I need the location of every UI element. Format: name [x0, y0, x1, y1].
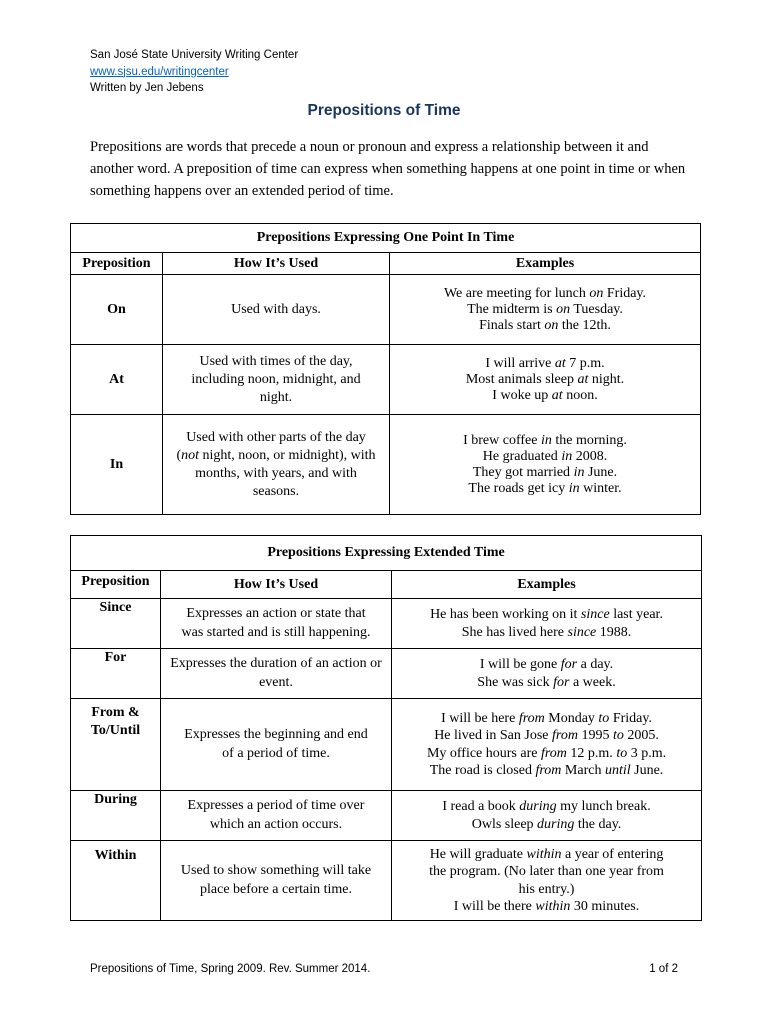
- text-segment: 7 p.m.: [565, 355, 605, 371]
- table-row-from-to-until: [71, 699, 702, 791]
- cell-line: [393, 727, 700, 745]
- author-line: Written by Jen Jebens: [90, 82, 204, 94]
- column-header-usage: How It’s Used: [163, 253, 390, 275]
- cell-line: [391, 302, 699, 318]
- cell-line: Expresses the duration of an action or: [170, 656, 382, 671]
- italic-preposition: to: [612, 728, 624, 743]
- examples-cell: [390, 345, 701, 415]
- preposition-cell: [71, 841, 161, 921]
- examples-cell: [392, 699, 702, 791]
- text-segment: a day.: [577, 657, 614, 672]
- italic-preposition: for: [553, 674, 570, 690]
- cell-line: [393, 798, 700, 816]
- italic-preposition: within: [526, 846, 562, 862]
- cell-line: seasons.: [252, 483, 300, 499]
- preposition-cell: [71, 599, 161, 649]
- italic-preposition: from: [535, 763, 562, 778]
- cell-line: [391, 449, 699, 465]
- cell-line: [391, 372, 699, 388]
- italic-preposition: on: [556, 301, 571, 317]
- text-segment: He will graduate: [429, 846, 527, 862]
- cell-line: [393, 816, 700, 834]
- cell-line: the program. (No later than one year from: [429, 864, 664, 879]
- examples-cell: [392, 841, 702, 921]
- cell-line: During: [94, 792, 137, 807]
- cell-line: On: [107, 301, 126, 317]
- cell-line: Used with times of the day,: [199, 353, 353, 369]
- column-header-usage: How It’s Used: [161, 571, 392, 599]
- text-segment: 30 minutes.: [570, 899, 640, 914]
- preposition-cell: [71, 699, 161, 791]
- cell-line: To/Until: [90, 723, 141, 738]
- text-segment: night, noon, or midnight), with: [199, 447, 376, 463]
- italic-preposition: in: [568, 480, 580, 496]
- cell-line: [391, 356, 699, 372]
- text-segment: I brew coffee: [463, 432, 541, 448]
- table-row-within: [71, 841, 702, 921]
- cell-line: was started and is still happening.: [181, 624, 371, 640]
- text-segment: June.: [584, 464, 618, 480]
- cell-line: [393, 606, 700, 624]
- table-caption: Prepositions Expressing One Point In Time: [71, 224, 701, 253]
- italic-preposition: since: [580, 607, 610, 622]
- page-number: 1 of 2: [649, 963, 678, 975]
- text-segment: the morning.: [551, 432, 627, 448]
- italic-preposition: at: [554, 355, 566, 371]
- cell-line: [391, 481, 699, 497]
- text-segment: They got married: [472, 464, 574, 480]
- text-segment: I will be there: [453, 899, 536, 914]
- usage-cell: [161, 841, 392, 921]
- italic-preposition: for: [560, 657, 578, 672]
- cell-line: [391, 318, 699, 334]
- italic-preposition: during: [537, 816, 575, 832]
- text-segment: June.: [630, 763, 664, 778]
- cell-line: [391, 286, 699, 302]
- cell-line: [393, 898, 700, 916]
- extended-time-table: [70, 535, 702, 921]
- cell-line: his entry.): [518, 881, 575, 897]
- writing-center-link[interactable]: www.sjsu.edu/writingcenter: [90, 65, 229, 78]
- text-segment: I read a book: [442, 799, 520, 814]
- table-caption-row: [71, 536, 702, 571]
- text-segment: last year.: [609, 607, 663, 622]
- italic-preposition: during: [519, 799, 557, 814]
- text-segment: my lunch break.: [556, 799, 651, 814]
- cell-line: Since: [99, 600, 132, 615]
- page-title: Prepositions of Time: [307, 102, 461, 119]
- usage-cell: [161, 599, 392, 649]
- text-segment: My office hours are: [426, 745, 541, 761]
- preposition-cell: [71, 415, 163, 515]
- intro-paragraph: Prepositions are words that precede a noun or pronoun and express a relationship between it and another word. A preposition of time can express when something happens at one point in time or when something happens over an extended period of time.: [90, 139, 686, 199]
- organization-name: San José State University Writing Center: [90, 49, 299, 61]
- text-segment: the day.: [574, 816, 622, 832]
- text-segment: The roads get icy: [468, 480, 569, 496]
- one-point-in-time-table: [70, 223, 701, 515]
- cell-line: Expresses a period of time over: [187, 798, 365, 813]
- preposition-cell: [71, 345, 163, 415]
- text-segment: (: [176, 447, 182, 463]
- text-segment: I will be here: [441, 710, 519, 726]
- text-segment: She was sick: [477, 674, 554, 690]
- text-segment: 2008.: [572, 448, 608, 464]
- cell-line: of a period of time.: [222, 745, 330, 761]
- text-segment: Friday.: [603, 285, 647, 301]
- cell-line: which an action occurs.: [209, 816, 343, 832]
- cell-line: Within: [94, 848, 137, 863]
- examples-cell: [390, 275, 701, 345]
- text-segment: I will arrive: [485, 355, 555, 371]
- cell-line: Expresses an action or state that: [186, 606, 366, 621]
- text-segment: winter.: [579, 480, 622, 496]
- text-segment: a week.: [569, 674, 616, 690]
- italic-preposition: at: [551, 387, 563, 403]
- italic-preposition: on: [589, 285, 604, 301]
- text-segment: The midterm is: [467, 301, 557, 317]
- examples-cell: [392, 791, 702, 841]
- cell-line: [393, 656, 700, 674]
- italic-preposition: in: [573, 464, 585, 480]
- usage-cell: [163, 275, 390, 345]
- text-segment: Tuesday.: [570, 301, 623, 317]
- preposition-cell: [71, 791, 161, 841]
- text-segment: a year of entering: [561, 846, 664, 862]
- cell-line: [393, 745, 700, 763]
- italic-preposition: from: [540, 745, 567, 761]
- footer-citation: Prepositions of Time, Spring 2009. Rev. Summer 2014.: [90, 963, 371, 975]
- italic-preposition: not: [181, 447, 199, 463]
- text-segment: 1988.: [596, 624, 632, 640]
- examples-cell: [390, 415, 701, 515]
- text-segment: noon.: [562, 387, 598, 403]
- preposition-cell: [71, 275, 163, 345]
- cell-line: [393, 846, 700, 864]
- text-segment: 1995: [577, 728, 613, 743]
- cell-line: [164, 447, 388, 465]
- cell-line: [391, 388, 699, 404]
- italic-preposition: since: [567, 624, 597, 640]
- cell-line: [393, 624, 700, 642]
- text-segment: He graduated: [482, 448, 562, 464]
- text-segment: He lived in San Jose: [434, 728, 553, 743]
- italic-preposition: in: [540, 432, 552, 448]
- cell-line: Used with days.: [231, 301, 321, 317]
- usage-cell: [161, 699, 392, 791]
- cell-line: In: [109, 456, 124, 472]
- table-row-at: [71, 345, 701, 415]
- cell-line: place before a certain time.: [200, 881, 352, 897]
- cell-line: Used to show something will take: [180, 863, 372, 878]
- text-segment: night.: [588, 371, 625, 387]
- text-segment: Most animals sleep: [465, 371, 578, 387]
- text-segment: She has lived here: [461, 624, 568, 640]
- cell-line: At: [109, 371, 124, 387]
- cell-line: night.: [259, 389, 293, 405]
- column-header-examples: Examples: [392, 571, 702, 599]
- cell-line: From &: [91, 705, 140, 720]
- examples-cell: [392, 649, 702, 699]
- table-row-on: [71, 275, 701, 345]
- text-segment: March: [561, 763, 605, 778]
- cell-line: [393, 762, 700, 780]
- table-header-row: [71, 571, 702, 599]
- cell-line: [391, 465, 699, 481]
- text-segment: He has been working on it: [430, 607, 581, 622]
- table-row-since: [71, 599, 702, 649]
- cell-line: For: [104, 650, 127, 665]
- table-row-for: [71, 649, 702, 699]
- text-segment: Finals start: [479, 317, 545, 333]
- table-row-in: [71, 415, 701, 515]
- text-segment: The road is closed: [429, 763, 536, 778]
- text-segment: the 12th.: [558, 317, 611, 333]
- table-caption: Prepositions Expressing Extended Time: [71, 536, 702, 571]
- cell-line: including noon, midnight, and: [191, 371, 361, 387]
- examples-cell: [392, 599, 702, 649]
- preposition-cell: [71, 649, 161, 699]
- table-caption-row: [71, 224, 701, 253]
- text-segment: 3 p.m.: [627, 745, 667, 761]
- text-segment: Owls sleep: [471, 816, 538, 832]
- italic-preposition: at: [577, 371, 589, 387]
- cell-line: months, with years, and with: [195, 465, 357, 481]
- cell-line: Expresses the beginning and end: [184, 727, 368, 742]
- italic-preposition: to: [616, 745, 628, 761]
- italic-preposition: from: [518, 710, 545, 726]
- usage-cell: [161, 791, 392, 841]
- text-segment: We are meeting for lunch: [443, 285, 590, 301]
- usage-cell: [163, 345, 390, 415]
- italic-preposition: until: [604, 763, 631, 778]
- cell-line: [393, 710, 700, 728]
- table-row-during: [71, 791, 702, 841]
- usage-cell: [161, 649, 392, 699]
- text-segment: I will be gone: [479, 657, 561, 672]
- italic-preposition: in: [561, 448, 573, 464]
- text-segment: I woke up: [492, 387, 552, 403]
- italic-preposition: from: [552, 728, 578, 743]
- cell-line: [393, 674, 700, 692]
- italic-preposition: to: [598, 710, 610, 726]
- italic-preposition: within: [535, 899, 571, 914]
- text-segment: 12 p.m.: [566, 745, 617, 761]
- cell-line: event.: [259, 674, 293, 690]
- document-header: [90, 47, 298, 97]
- text-segment: Monday: [544, 710, 599, 726]
- table-header-row: [71, 253, 701, 275]
- column-header-examples: Examples: [390, 253, 701, 275]
- cell-line: Used with other parts of the day: [186, 429, 366, 445]
- text-segment: 2005.: [623, 728, 659, 743]
- text-segment: Friday.: [609, 710, 652, 726]
- usage-cell: [163, 415, 390, 515]
- column-header-preposition: Preposition: [71, 253, 163, 275]
- column-header-preposition: Preposition: [71, 571, 161, 599]
- italic-preposition: on: [544, 317, 559, 333]
- cell-line: [391, 433, 699, 449]
